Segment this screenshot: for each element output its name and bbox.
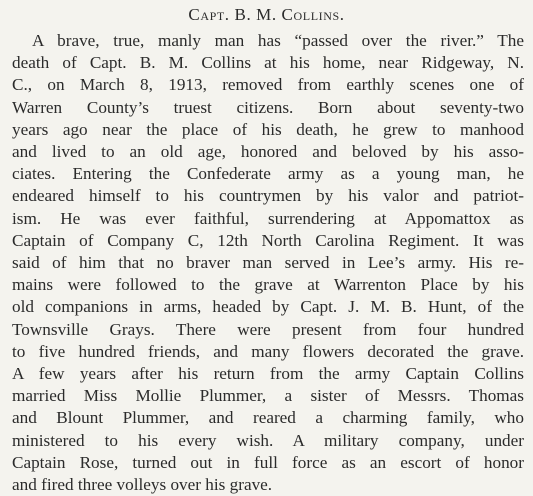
text-line: and fired three volleys over his grave. — [12, 475, 273, 495]
text-line: C., on March 8, 1913, removed from earthly scenes one of — [12, 75, 524, 95]
text-line: A brave, true, manly man has “passed over the river.” The — [32, 31, 524, 50]
text-line: ism. He was ever faithful, surrendering at Appomattox as — [12, 208, 524, 228]
text-line: said of him that no braver man served in Lee’s army. His re- — [12, 253, 524, 273]
text-line: mains were followed to the grave at Warrenton Place by his — [12, 275, 524, 295]
text-line: endeared himself to his countrymen by his valor and patriot- — [12, 186, 524, 206]
text-line: Captain of Company C, 12th North Carolina Regiment. It was — [12, 230, 524, 250]
obituary-body — [12, 30, 524, 496]
text-line: death of Capt. B. M. Collins at his home, near Ridgeway, N. — [12, 53, 524, 73]
text-line: Captain Rose, turned out in full force as an escort of honor — [12, 452, 524, 472]
text-line: married Miss Mollie Plummer, a sister of Messrs. Thomas — [12, 386, 524, 406]
text-line: ciates. Entering the Confederate army as a young man, he — [12, 164, 524, 184]
text-line: A few years after his return from the army Captain Collins — [12, 364, 524, 384]
text-line: Townsville Grays. There were present from four hundred — [12, 319, 524, 339]
text-line: and Blount Plummer, and reared a charming family, who — [12, 408, 524, 428]
obituary-title: Capt. B. M. Collins. — [188, 5, 345, 24]
text-line: years ago near the place of his death, he grew to manhood — [12, 119, 524, 139]
text-line: ministered to his every wish. A military company, under — [12, 430, 524, 450]
text-line: and lived to an old age, honored and beloved by his asso- — [12, 142, 524, 162]
text-line: to five hundred friends, and many flowers decorated the grave. — [12, 341, 524, 361]
text-line: Warren County’s truest citizens. Born about seventy-two — [12, 97, 524, 117]
text-line: old companions in arms, headed by Capt. J. M. B. Hunt, of the — [12, 297, 524, 317]
